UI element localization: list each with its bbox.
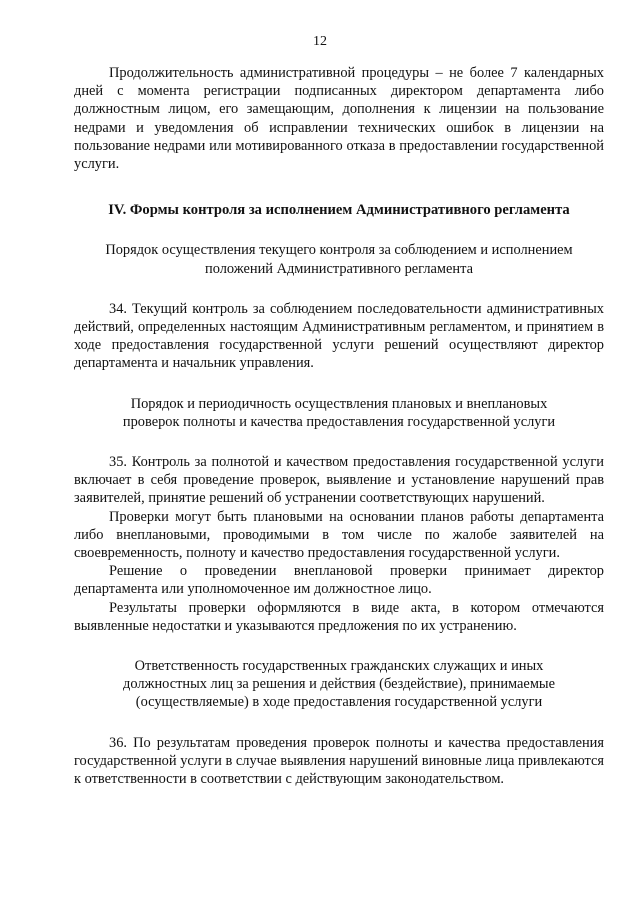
paragraph-34: 34. Текущий контроль за соблюдением последовательности административных действий, определенных настоящим Административным регламентом, и принятием в ходе предоставления государственной услуги решений осуществляют директор департамента и начальник управления.	[74, 300, 604, 372]
paragraph-35: 35. Контроль за полнотой и качеством предоставления государственной услуги включает в себя проведение проверок, выявление и установление нарушений прав заявителей, принятие решений об устранении соответствующих нарушений.	[74, 454, 604, 507]
paragraph-duration: Продолжительность административной процедуры – не более 7 календарных дней с момента регистрации подписанных директором департамента либо должностным лицом, его замещающим, дополнения к лицензии на пользование недрами и уведомления об исправлении технических ошибок в лицензии на пользование недрами или мотивированного отказа в предоставлении государственной услуги.	[74, 65, 604, 173]
paragraph-35-results: Результаты проверки оформляются в виде акта, в котором отмечаются выявленные недостатки и указываются предложения по их устранению.	[74, 599, 604, 634]
section-title: IV. Формы контроля за исполнением Административного регламента	[108, 202, 570, 219]
subheading-current-control: Порядок осуществления текущего контроля за соблюдением и исполнением положений Административного регламента	[105, 242, 573, 277]
subheading-inspections: Порядок и периодичность осуществления плановых и внеплановых проверок полноты и качества предоставления государственной услуги	[122, 395, 556, 430]
document-body	[74, 64, 604, 788]
subheading-responsibility: Ответственность государственных гражданских служащих и иных должностных лиц за решения и действия (бездействие), принимаемые (осуществляемые) в ходе предоставления государственной услуги	[123, 658, 555, 711]
paragraph-35-inspections: Проверки могут быть плановыми на основании планов работы департамента либо внеплановыми, проводимыми в том числе по жалобе заявителей на своевременность, полноту и качество предоставления государственной услуги.	[74, 508, 604, 562]
page-number: 12	[313, 34, 327, 49]
paragraph-36: 36. По результатам проведения проверок полноты и качества предоставления государственной услуги в случае выявления нарушений виновные лица привлекаются к ответственности в соответствии с действующим законодательством.	[74, 734, 604, 788]
paragraph-35-decision: Решение о проведении внеплановой проверки принимает директор департамента или уполномоченное им должностное лицо.	[74, 563, 604, 598]
